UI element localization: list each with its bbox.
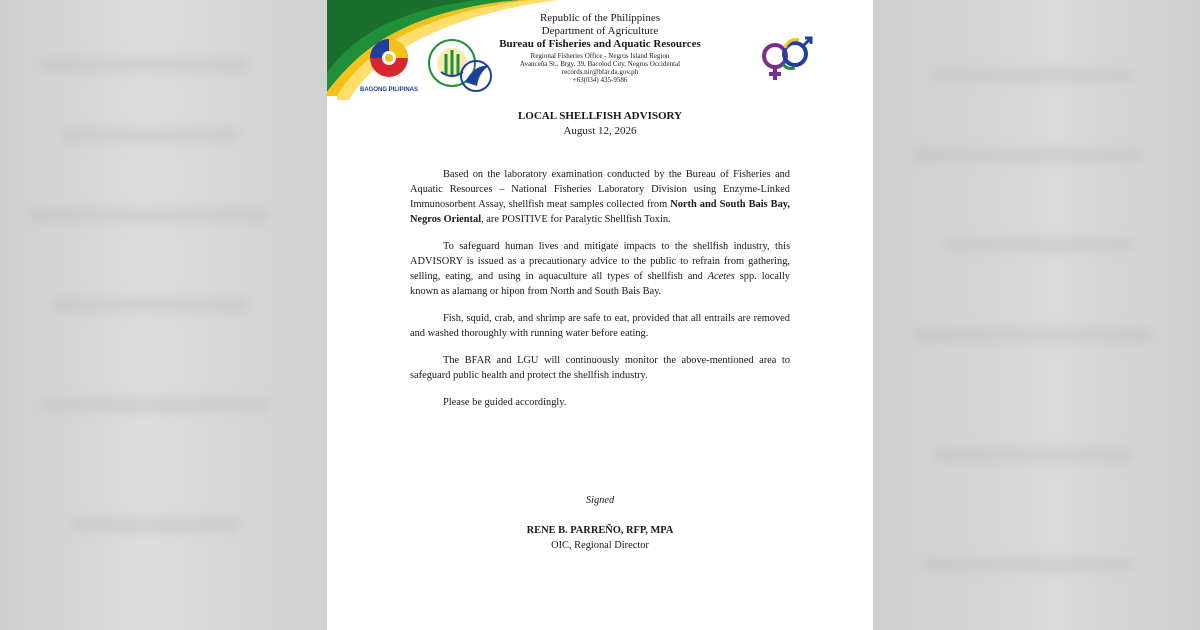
header-office: Regional Fisheries Office - Negros Island Region xyxy=(530,52,670,60)
advisory-title: LOCAL SHELLFISH ADVISORY xyxy=(517,110,683,122)
blurred-background-left xyxy=(0,0,327,630)
paragraph-advisory-notice: To safeguard human lives and mitigate impacts to the shellfish industry, this ADVISORY is issued as a precautionary advice to the public to refrain from gathering, selling, eating, and using in aquaculture all types of shellfish and Acetes spp. locally known as alamang or hipon from North and South Bais Bay. xyxy=(410,241,790,297)
paragraph-lab-findings: Based on the laboratory examination conducted by the Bureau of Fisheries and Aquatic Resources – National Fisheries Laboratory Division using Enzyme-Linked Immunosorbent Assay, shellfish meat samples collected from North and South Bais Bay, Negros Oriental, are POSITIVE for Paralytic Shellfish Toxin. xyxy=(410,169,790,225)
header-phone: +63(034) 435-9586 xyxy=(572,76,628,84)
header-bureau: Bureau of Fisheries and Aquatic Resources xyxy=(499,38,701,50)
svg-text:BAGONG PILIPINAS: BAGONG PILIPINAS xyxy=(359,87,419,93)
species-name: Acetes xyxy=(707,271,735,282)
advisory-body xyxy=(410,167,790,422)
signatory-name: RENE B. PARREÑO, RFP, MPA xyxy=(526,525,674,536)
header-department: Department of Agriculture xyxy=(541,25,659,37)
paragraph-monitoring: The BFAR and LGU will continuously monitor the above-mentioned area to safeguard public health and protect the shellfish industry. xyxy=(410,355,790,381)
header-address: Avanceña St., Brgy. 39, Bacolod City, Negros Occidental xyxy=(519,60,681,68)
advisory-document xyxy=(327,0,873,630)
bagong-pilipinas-logo xyxy=(357,36,421,96)
header-republic: Republic of the Philippines xyxy=(539,12,661,24)
blurred-background-right xyxy=(873,0,1200,630)
gender-and-development-logo xyxy=(755,30,819,90)
signatory-position: OIC, Regional Director xyxy=(551,540,649,551)
location-highlight: North and South Bais Bay, Negros Oriental xyxy=(410,199,790,225)
paragraph-safe-seafood: Fish, squid, crab, and shrimp are safe to eat, provided that all entrails are removed and washed thoroughly with running water before eating. xyxy=(410,313,790,339)
header-email: records.nir@bfar.da.gov.ph xyxy=(561,68,639,76)
paragraph-closing: Please be guided accordingly. xyxy=(443,397,567,408)
advisory-date: August 12, 2026 xyxy=(563,125,637,137)
signed-label: Signed xyxy=(585,495,615,506)
